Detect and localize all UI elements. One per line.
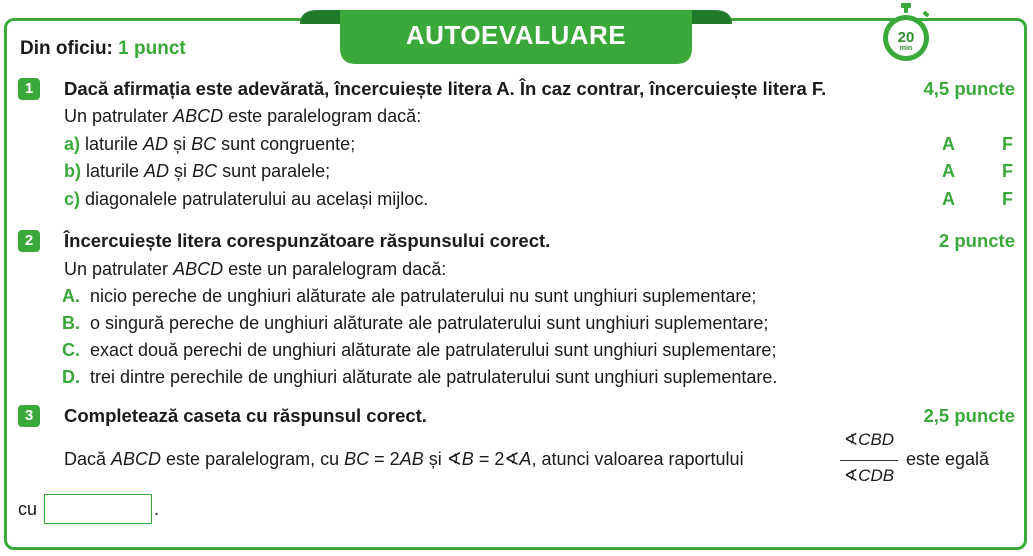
official-points: 1 punct: [118, 38, 186, 59]
answer-input-box[interactable]: [44, 494, 152, 524]
option-a[interactable]: A. nicio pereche de unghiuri alăturate ale patrulaterului nu sunt unghiuri suplementare;: [62, 286, 757, 306]
official-points-line: [20, 38, 186, 60]
option-d[interactable]: D. trei dintre perechile de unghiuri alăturate ale patrulaterului sunt unghiuri suplementare.: [62, 367, 778, 387]
question-3-statement-end: este egală: [906, 449, 990, 469]
statement-b-false-option[interactable]: F: [1002, 161, 1013, 181]
question-1-stem: Un patrulater ABCD este paralelogram dacă:: [64, 106, 422, 126]
page-title: AUTOEVALUARE: [405, 20, 627, 50]
stopwatch-icon: [876, 2, 936, 62]
question-1-points: 4,5 puncte: [923, 78, 1015, 99]
ratio-numerator: ∢CBD: [843, 430, 895, 449]
option-c[interactable]: C. exact două perechi de unghiuri alăturate ale patrulaterului sunt unghiuri suplementare;: [62, 340, 777, 360]
fraction-bar: [840, 460, 898, 461]
statement-a: a) laturile AD și BC sunt congruente;: [64, 134, 356, 154]
answer-suffix: .: [154, 499, 160, 519]
statement-b-true-option[interactable]: A: [942, 161, 955, 181]
official-label: Din oficiu:: [20, 38, 113, 59]
question-3-instruction: Completează caseta cu răspunsul corect.: [64, 405, 427, 426]
statement-c-false-option[interactable]: F: [1002, 189, 1013, 209]
question-3-points: 2,5 puncte: [923, 405, 1015, 426]
ratio-denominator: ∢CDB: [843, 466, 895, 485]
question-2-points: 2 puncte: [938, 230, 1015, 251]
question-3-statement: Dacă ABCD este paralelogram, cu BC = 2AB și ∢B = 2∢A, atunci valoarea raportului: [64, 449, 744, 469]
timer-minutes: 20: [897, 29, 915, 46]
question-2-number: 2: [18, 230, 40, 252]
statement-a-true-option[interactable]: A: [942, 134, 955, 154]
answer-prefix: cu: [18, 499, 38, 519]
statement-b: b) laturile AD și BC sunt paralele;: [64, 161, 331, 181]
question-1-instruction: Dacă afirmația este adevărată, încercuiește litera A. În caz contrar, încercuiește litera F.: [64, 78, 827, 99]
question-2-stem: Un patrulater ABCD este un paralelogram dacă:: [64, 259, 447, 279]
title-banner: [300, 6, 732, 64]
question-2-instruction: Încercuiește litera corespunzătoare răspunsului corect.: [64, 230, 551, 251]
statement-c: c) diagonalele patrulaterului au același mijloc.: [64, 189, 429, 209]
question-3-number: 3: [18, 405, 40, 427]
timer-unit: min: [899, 45, 913, 52]
option-b[interactable]: B. o singură pereche de unghiuri alăturate ale patrulaterului sunt unghiuri suplementare;: [62, 313, 769, 333]
question-1-number: 1: [18, 78, 40, 100]
statement-c-true-option[interactable]: A: [942, 189, 955, 209]
statement-a-false-option[interactable]: F: [1002, 134, 1013, 154]
